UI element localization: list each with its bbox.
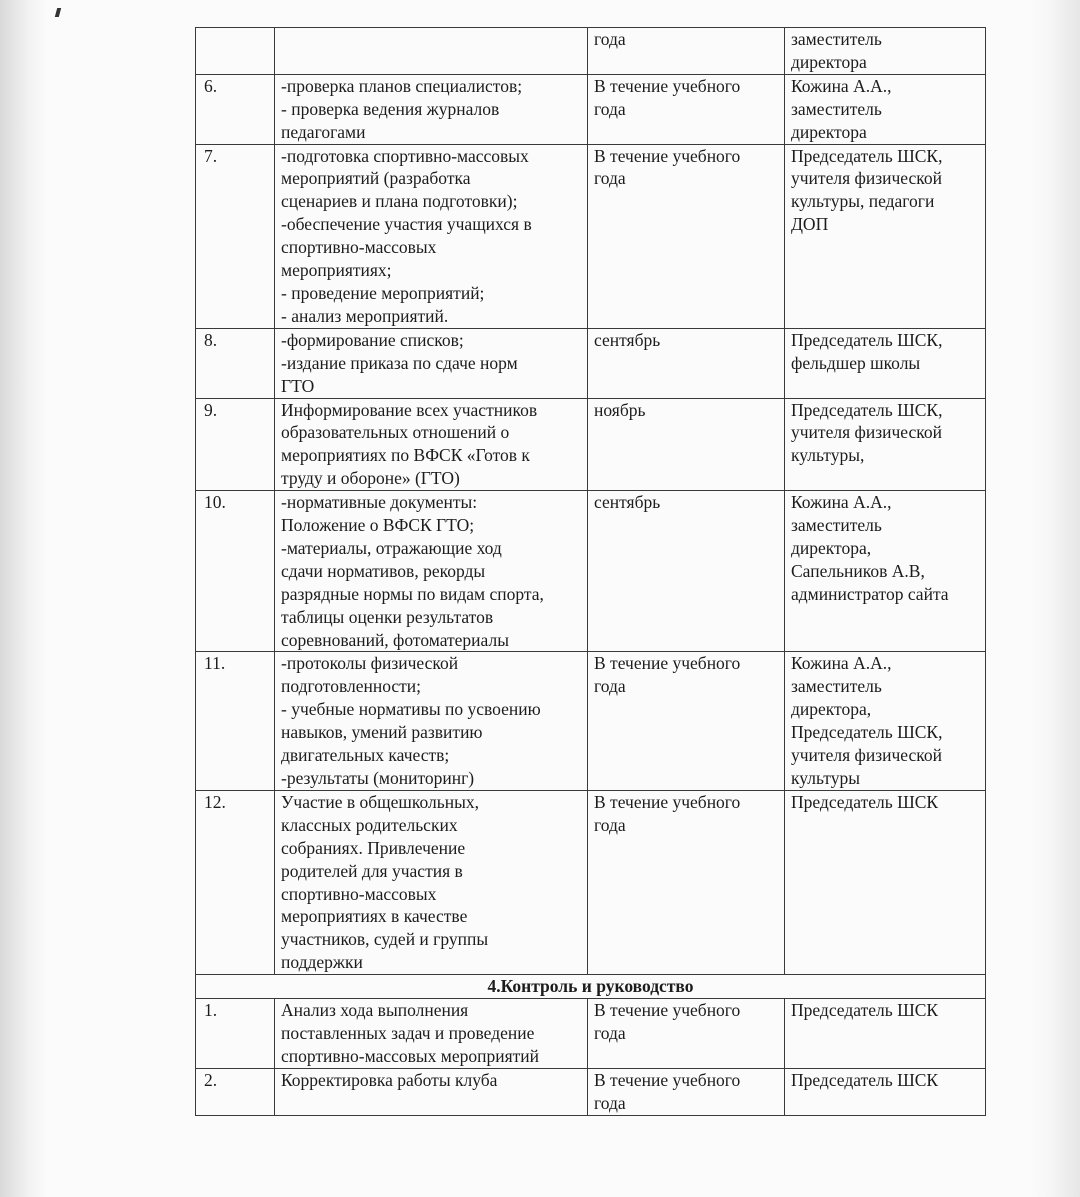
- page-left-edge: [0, 0, 48, 1197]
- responsible-cell: Председатель ШСК, учителя физической культуры, педагоги ДОП: [785, 144, 986, 328]
- activity-cell: -протоколы физической подготовленности; - учебные нормативы по усвоению навыков, умений развитию двигательных качеств; -результаты (мониторинг): [275, 652, 588, 790]
- row-number: [196, 28, 275, 75]
- activity-cell: Участие в общешкольных, классных родительских собраниях. Привлечение родителей для участия в спортивно-массовых мероприятиях в качестве участников, судей и группы поддержки: [275, 790, 588, 974]
- period-cell: В течение учебного года: [588, 144, 785, 328]
- period-cell: сентябрь: [588, 491, 785, 652]
- activity-cell: Анализ хода выполнения поставленных задач и проведение спортивно-массовых мероприятий: [275, 999, 588, 1069]
- row-number: 6.: [196, 74, 275, 144]
- period-cell: сентябрь: [588, 328, 785, 398]
- table-row: [196, 328, 986, 398]
- responsible-cell: Кожина А.А., заместитель директора, Сапельников А.В, администратор сайта: [785, 491, 986, 652]
- table-row: [196, 491, 986, 652]
- table-row: [196, 74, 986, 144]
- table-row: [196, 1068, 986, 1115]
- plan-table: [195, 27, 986, 1116]
- period-cell: ноябрь: [588, 398, 785, 491]
- table-row: [196, 28, 986, 75]
- table-row: [196, 398, 986, 491]
- row-number: 8.: [196, 328, 275, 398]
- period-cell: года: [588, 28, 785, 75]
- row-number: 11.: [196, 652, 275, 790]
- activity-cell: -проверка планов специалистов; - проверка ведения журналов педагогами: [275, 74, 588, 144]
- period-cell: В течение учебного года: [588, 74, 785, 144]
- responsible-cell: Председатель ШСК: [785, 1068, 986, 1115]
- activity-cell: -подготовка спортивно-массовых мероприятий (разработка сценариев и плана подготовки); -обеспечение участия учащихся в спортивно-массовых мероприятиях; - проведение мероприятий; - анализ мероприятий.: [275, 144, 588, 328]
- period-cell: В течение учебного года: [588, 652, 785, 790]
- period-cell: В течение учебного года: [588, 790, 785, 974]
- row-number: 9.: [196, 398, 275, 491]
- activity-cell: -нормативные документы: Положение о ВФСК ГТО; -материалы, отражающие ход сдачи нормативов, рекорды разрядные нормы по видам спорта, таблицы оценки результатов соревнований, фотоматериалы: [275, 491, 588, 652]
- section-header-row: [196, 975, 986, 999]
- activity-cell: [275, 28, 588, 75]
- responsible-cell: заместитель директора: [785, 28, 986, 75]
- responsible-cell: Председатель ШСК: [785, 790, 986, 974]
- table-row: [196, 790, 986, 974]
- scan-mark: [55, 8, 61, 17]
- responsible-cell: Председатель ШСК, фельдшер школы: [785, 328, 986, 398]
- activity-cell: -формирование списков; -издание приказа по сдаче норм ГТО: [275, 328, 588, 398]
- responsible-cell: Кожина А.А., заместитель директора, Председатель ШСК, учителя физической культуры: [785, 652, 986, 790]
- responsible-cell: Председатель ШСК, учителя физической культуры,: [785, 398, 986, 491]
- table-row: [196, 999, 986, 1069]
- activity-cell: Информирование всех участников образовательных отношений о мероприятиях по ВФСК «Готов к труду и обороне» (ГТО): [275, 398, 588, 491]
- page-right-edge: [1030, 0, 1080, 1197]
- row-number: 10.: [196, 491, 275, 652]
- table-row: [196, 144, 986, 328]
- row-number: 12.: [196, 790, 275, 974]
- responsible-cell: Председатель ШСК: [785, 999, 986, 1069]
- period-cell: В течение учебного года: [588, 1068, 785, 1115]
- activity-cell: Корректировка работы клуба: [275, 1068, 588, 1115]
- row-number: 7.: [196, 144, 275, 328]
- section-title: 4.Контроль и руководство: [196, 975, 986, 999]
- period-cell: В течение учебного года: [588, 999, 785, 1069]
- table-row: [196, 652, 986, 790]
- row-number: 2.: [196, 1068, 275, 1115]
- row-number: 1.: [196, 999, 275, 1069]
- responsible-cell: Кожина А.А., заместитель директора: [785, 74, 986, 144]
